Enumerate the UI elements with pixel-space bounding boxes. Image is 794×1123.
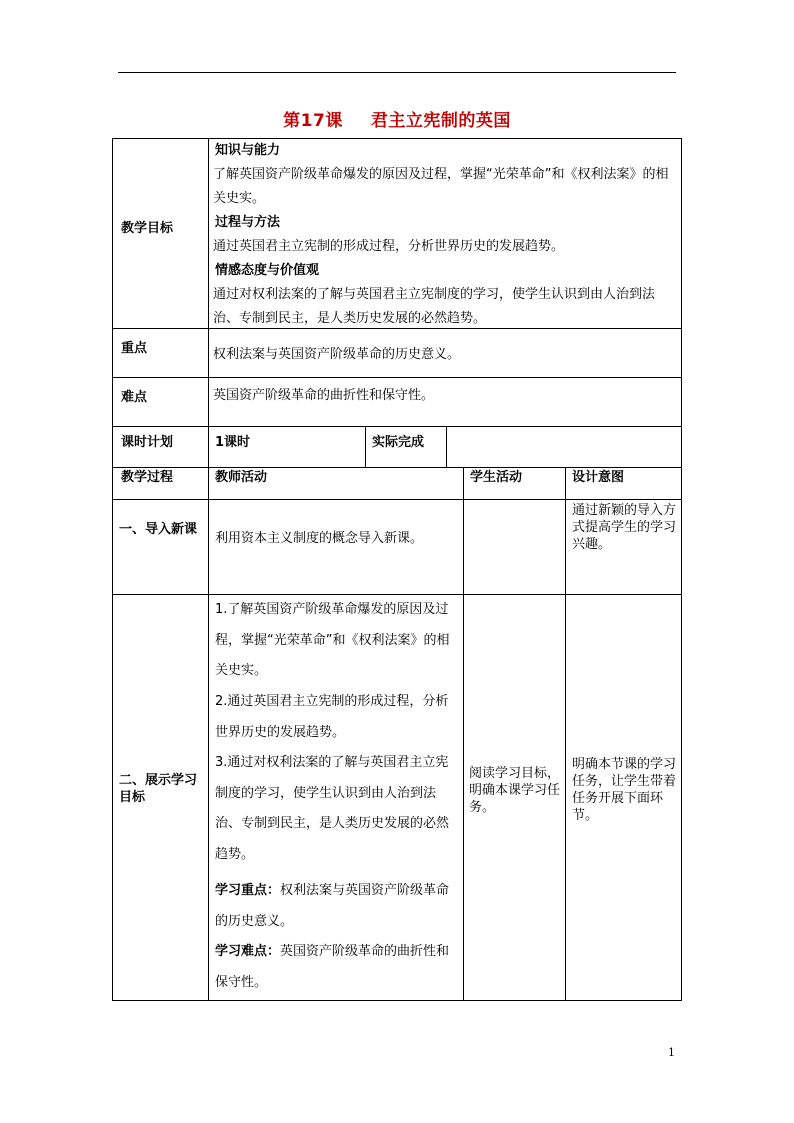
process-header-col1-cell: [112, 467, 209, 500]
step2-label: 二、展示学习目标: [119, 773, 198, 805]
objectives-heading-process: 过程与方法: [215, 215, 281, 230]
lesson-number: 第17课: [283, 111, 343, 131]
process-header-col3-cell: [463, 467, 566, 500]
page-title: [0, 106, 794, 131]
step1-intent-cell: [565, 499, 682, 595]
schedule-planned-cell: [208, 426, 366, 468]
process-header-col1: 教学过程: [121, 470, 174, 485]
step1-student-cell: [463, 499, 566, 595]
process-header-col3: 学生活动: [470, 470, 523, 485]
lesson-name: 君主立宪制的英国: [370, 111, 511, 131]
step2-teacher-item2: 2.通过英国君主立宪制的形成过程，分析世界历史的发展趋势。: [215, 694, 449, 740]
step2-key-label: 学习重点：: [215, 883, 281, 898]
schedule-actual-cell: [446, 426, 682, 468]
process-header-col2: 教师活动: [215, 470, 268, 485]
difficulty-label: 难点: [121, 390, 148, 405]
schedule-label-cell: [112, 426, 209, 468]
schedule-actual-label-cell: [365, 426, 447, 468]
step2-difficulty: [215, 937, 459, 998]
step2-key-point: [215, 876, 459, 937]
step2-key-text: 权利法案与英国资产阶级革命的历史意义。: [215, 883, 450, 929]
objectives-process-text: 通过英国君主立宪制的形成过程，分析世界历史的发展趋势。: [213, 239, 565, 254]
step1-intent-text: 通过新颖的导入方式提高学生的学习兴趣。: [572, 503, 677, 552]
page-number: 1: [668, 1046, 675, 1059]
header-rule: [118, 72, 676, 73]
step2-teacher-item3: 3.通过对权利法案的了解与英国君主立宪制度的学习，使学生认识到由人治到法治、专制到民主，是人类历史发展的必然趋势。: [215, 755, 450, 862]
step2-intent-cell: [565, 594, 682, 1001]
objectives-knowledge-text: 了解英国资产阶级革命爆发的原因及过程，掌握“光荣革命”和《权利法案》的相关史实。: [213, 167, 669, 206]
schedule-label: 课时计划: [121, 435, 174, 450]
step2-student-cell: [463, 594, 566, 1001]
step2-intent-text: 明确本节课的学习任务，让学生带着任务开展下面环节。: [572, 757, 677, 823]
objectives-content-cell: [208, 138, 682, 329]
step1-teacher-text: 利用资本主义制度的概念导入新课。: [215, 531, 424, 546]
step1-label: 一、导入新课: [119, 522, 198, 537]
process-header-col2-cell: [208, 467, 464, 500]
difficulty-text: 英国资产阶级革命的曲折性和保守性。: [213, 388, 435, 403]
step2-teacher-item1: 1.了解英国资产阶级革命爆发的原因及过程，掌握“光荣革命”和《权利法案》的相关史实。: [215, 602, 450, 678]
step2-teacher-cell: [208, 594, 464, 1001]
key-point-label: 重点: [121, 341, 148, 356]
objectives-label: 教学目标: [121, 221, 174, 236]
step2-student-text: 阅读学习目标，明确本课学习任务。: [469, 766, 561, 815]
difficulty-content-cell: [208, 377, 682, 427]
objectives-heading-values: 情感态度与价值观: [215, 263, 320, 278]
key-point-text: 权利法案与英国资产阶级革命的历史意义。: [213, 347, 461, 362]
process-header-col4: 设计意图: [572, 470, 625, 485]
objectives-heading-knowledge: 知识与能力: [215, 143, 281, 158]
schedule-planned: 1课时: [215, 435, 251, 450]
step2-label-cell: [112, 594, 209, 1001]
schedule-actual-label: 实际完成: [372, 435, 425, 450]
objectives-label-cell: [112, 138, 209, 329]
process-header-col4-cell: [565, 467, 682, 500]
difficulty-label-cell: [112, 377, 209, 427]
key-point-content-cell: [208, 328, 682, 378]
step2-diff-label: 学习难点：: [215, 944, 281, 959]
step1-label-cell: [112, 499, 209, 595]
objectives-values-text: 通过对权利法案的了解与英国君主立宪制度的学习，使学生认识到由人治到法治、专制到民主，是人类历史发展的必然趋势。: [213, 287, 656, 326]
step1-teacher-cell: [208, 499, 464, 595]
key-point-label-cell: [112, 328, 209, 378]
step2-diff-text: 英国资产阶级革命的曲折性和保守性。: [215, 944, 450, 990]
